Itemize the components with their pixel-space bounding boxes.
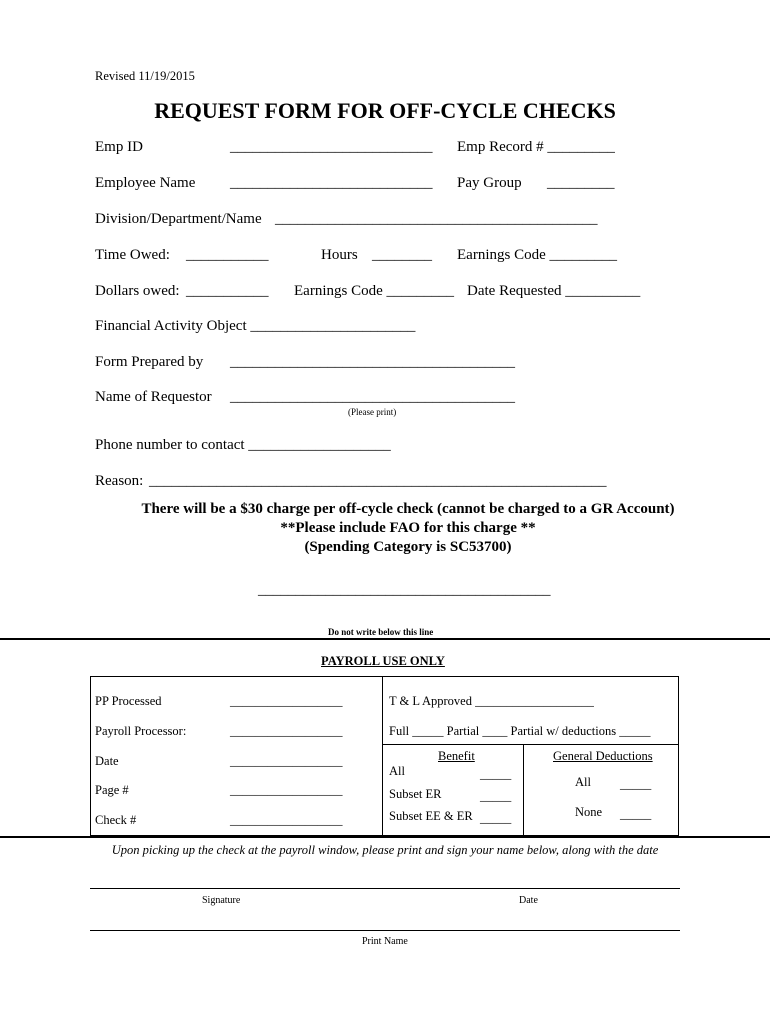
date-field[interactable]: __________________	[230, 754, 343, 768]
phone-field[interactable]: Phone number to contact ___________________	[95, 437, 391, 453]
benefit-heading: Benefit	[438, 749, 475, 763]
spending-category-notice: (Spending Category is SC53700)	[304, 539, 512, 555]
payroll-box-hline	[382, 744, 679, 745]
page-number-field[interactable]: __________________	[230, 783, 343, 797]
benefit-all-field[interactable]: _____	[480, 767, 512, 781]
earnings-code-field-1[interactable]: Earnings Code _________	[457, 247, 617, 263]
date-requested-field[interactable]: Date Requested __________	[467, 283, 641, 299]
deductions-all-field[interactable]: _____	[620, 777, 652, 791]
payroll-heading: PAYROLL USE ONLY	[321, 654, 445, 668]
deductions-none-field[interactable]: _____	[620, 807, 652, 821]
full-partial-field[interactable]: Full _____ Partial ____ Partial w/ deductions _____	[389, 724, 651, 738]
approval-signature-line[interactable]: _______________________________________	[258, 582, 551, 598]
please-print-note: (Please print)	[348, 407, 397, 417]
subset-ee-er-field[interactable]: _____	[480, 811, 512, 825]
earnings-code-field-2[interactable]: Earnings Code _________	[294, 283, 454, 299]
page-title: REQUEST FORM FOR OFF-CYCLE CHECKS	[154, 98, 616, 123]
division-label: Division/Department/Name	[95, 211, 262, 227]
financial-activity-field[interactable]: Financial Activity Object ______________________	[95, 318, 416, 334]
employee-name-field[interactable]: ___________________________	[230, 175, 433, 191]
payroll-processor-label: Payroll Processor:	[95, 724, 187, 738]
form-prepared-field[interactable]: ______________________________________	[230, 354, 515, 370]
payroll-box-divider	[382, 676, 383, 836]
hours-label: Hours	[321, 247, 358, 263]
division-field[interactable]: ___________________________________________	[275, 211, 598, 227]
deductions-none-label: None	[575, 805, 603, 819]
form-prepared-label: Form Prepared by	[95, 354, 204, 370]
subset-ee-er-label: Subset EE & ER	[389, 809, 473, 823]
pp-processed-field[interactable]: __________________	[230, 694, 343, 708]
check-number-field[interactable]: __________________	[230, 813, 343, 827]
emp-record-field[interactable]: Emp Record # _________	[457, 139, 615, 155]
charge-notice: There will be a $30 charge per off-cycle check (cannot be charged to a GR Account)	[141, 501, 675, 517]
date-label: Date	[95, 754, 119, 768]
bottom-divider-line	[0, 836, 770, 838]
pay-group-label: Pay Group	[457, 175, 522, 191]
benefit-all-label: All	[389, 764, 405, 778]
general-deductions-heading: General Deductions	[553, 749, 653, 763]
print-name-label: Print Name	[362, 936, 408, 947]
divider-line	[0, 638, 770, 640]
reason-label: Reason:	[95, 473, 144, 489]
pp-processed-label: PP Processed	[95, 694, 162, 708]
emp-id-field[interactable]: ___________________________	[230, 139, 433, 155]
check-number-label: Check #	[95, 813, 137, 827]
dollars-owed-label: Dollars owed:	[95, 283, 180, 299]
time-owed-label: Time Owed:	[95, 247, 170, 263]
payroll-processor-field[interactable]: __________________	[230, 724, 343, 738]
name-requestor-field[interactable]: ______________________________________	[230, 389, 515, 405]
signature-label: Signature	[202, 895, 241, 906]
signature-line[interactable]	[90, 888, 680, 889]
subset-er-field[interactable]: _____	[480, 789, 512, 803]
employee-name-label: Employee Name	[95, 175, 196, 191]
divider-note: Do not write below this line	[328, 627, 434, 637]
hours-field[interactable]: ________	[372, 247, 432, 263]
emp-id-label: Emp ID	[95, 139, 143, 155]
subset-er-label: Subset ER	[389, 787, 442, 801]
time-owed-field[interactable]: ___________	[186, 247, 269, 263]
deductions-all-label: All	[575, 775, 591, 789]
print-name-line[interactable]	[90, 930, 680, 931]
revised-date: Revised 11/19/2015	[95, 69, 195, 83]
date-sign-label: Date	[519, 895, 538, 906]
dollars-owed-field[interactable]: ___________	[186, 283, 269, 299]
tl-approved-field[interactable]: T & L Approved ___________________	[389, 694, 594, 708]
fao-notice: **Please include FAO for this charge **	[280, 520, 536, 536]
page-number-label: Page #	[95, 783, 129, 797]
reason-field[interactable]: _____________________________________________________________	[149, 473, 607, 489]
payroll-box-subdivider	[523, 744, 524, 836]
pay-group-field[interactable]: _________	[547, 175, 615, 191]
pickup-note: Upon picking up the check at the payroll window, please print and sign your name below, along with the date	[111, 843, 659, 857]
name-requestor-label: Name of Requestor	[95, 389, 212, 405]
